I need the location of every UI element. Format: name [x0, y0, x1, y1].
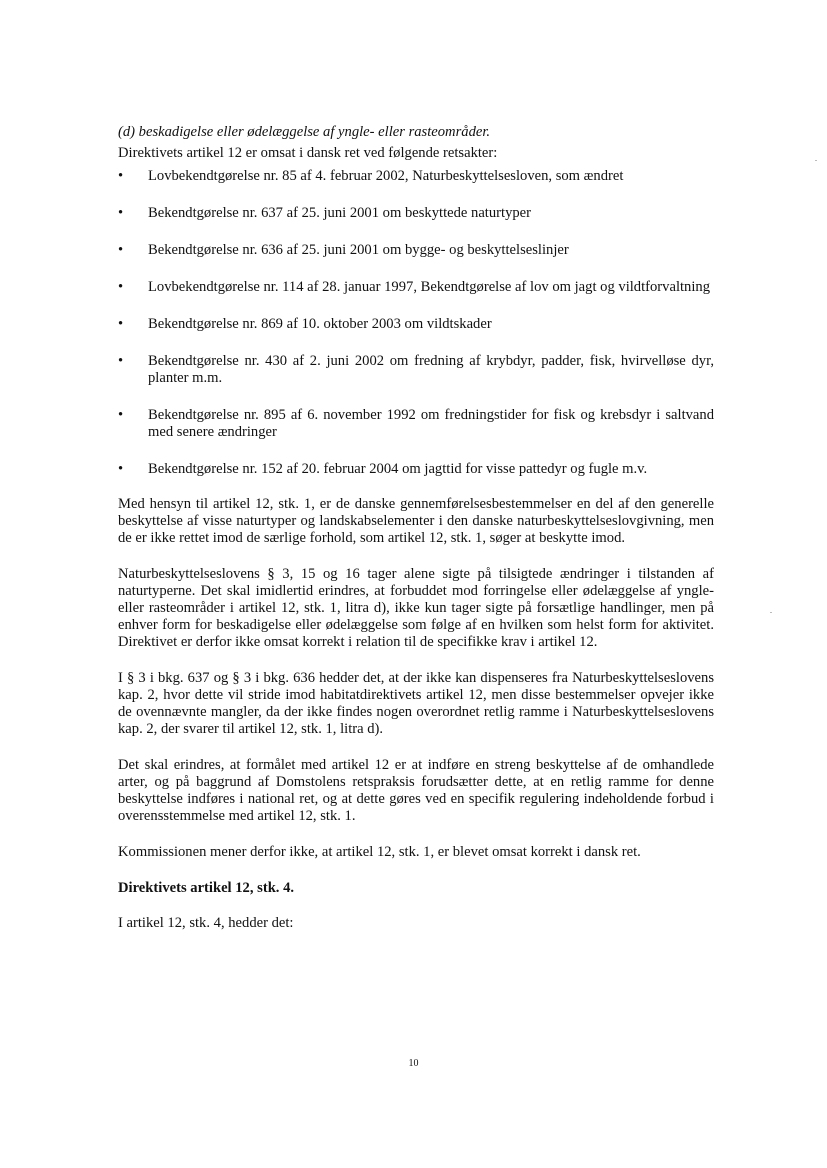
list-item-text: Bekendtgørelse nr. 636 af 25. juni 2001 om bygge- og beskyttelseslinjer	[148, 242, 569, 258]
bullet-icon: •	[118, 242, 124, 258]
legal-acts-list	[118, 168, 714, 478]
scan-speck	[770, 612, 772, 613]
subtitle: (d) beskadigelse eller ødelæggelse af yngle- eller rasteområder.	[118, 124, 491, 140]
list-item-text: Bekendtgørelse nr. 152 af 20. februar 2004 om jagttid for visse pattedyr og fugle m.v.	[148, 461, 648, 477]
scan-speck	[815, 160, 817, 161]
body-paragraph: Naturbeskyttelseslovens § 3, 15 og 16 tager alene sigte på tilsigtede ændringer i tilstanden af naturtyperne. Det skal imidlertid erindres, at forbuddet mod forringelse eller ødelæggelse af yngle- eller rasteområder i artikel 12, stk. 1, litra d), ikke kun tager sigte på forsætlige handlinger, men på enhver form for beskadigelse eller ødelæggelse som følge af en hvilken som helst form for aktivitet. Direktivet er derfor ikke omsat korrekt i relation til de specifikke krav i artikel 12.	[118, 566, 714, 650]
list-item	[118, 316, 714, 333]
list-item-text: Bekendtgørelse nr. 895 af 6. november 1992 om fredningstider for fisk og krebsdyr i saltvand med senere ændringer	[148, 407, 714, 440]
body-paragraph: Med hensyn til artikel 12, stk. 1, er de danske gennemførelsesbestemmelser en del af den generelle beskyttelse af visse naturtyper og landskabselementer i den danske naturbeskyttelseslovgivning, men de er ikke rettet imod de særlige forhold, som artikel 12, stk. 1, søger at beskytte imod.	[118, 496, 714, 546]
page-content	[118, 124, 714, 932]
body-paragraph: I § 3 i bkg. 637 og § 3 i bkg. 636 hedder det, at der ikke kan dispenseres fra Naturbeskyttelseslovens kap. 2, hvor dette vil stride imod habitatdirektivets artikel 12, men disse bestemmelser opvejer ikke de ovennævnte mangler, da der ikke findes nogen overordnet retlig ramme i Naturbeskyttelseslovens kap. 2, der svarer til artikel 12, stk. 1, litra d).	[118, 670, 714, 737]
bullet-icon: •	[118, 407, 124, 423]
list-item-text: Bekendtgørelse nr. 637 af 25. juni 2001 om beskyttede naturtyper	[148, 205, 532, 221]
list-item-text: Bekendtgørelse nr. 869 af 10. oktober 2003 om vildtskader	[148, 316, 492, 332]
page-number: 10	[408, 1058, 419, 1069]
list-item	[118, 205, 714, 222]
bullet-icon: •	[118, 205, 124, 221]
section-intro: I artikel 12, stk. 4, hedder det:	[118, 915, 294, 931]
list-item-text: Lovbekendtgørelse nr. 114 af 28. januar 1997, Bekendtgørelse af lov om jagt og vildtforvaltning	[148, 279, 710, 295]
list-item	[118, 242, 714, 259]
bullet-icon: •	[118, 168, 124, 184]
bullet-icon: •	[118, 461, 124, 477]
list-item-text: Bekendtgørelse nr. 430 af 2. juni 2002 om fredning af krybdyr, padder, fisk, hvirvelløse dyr, planter m.m.	[148, 353, 714, 386]
intro-text: Direktivets artikel 12 er omsat i dansk ret ved følgende retsakter:	[118, 145, 498, 161]
section-heading: Direktivets artikel 12, stk. 4.	[118, 880, 295, 896]
list-item	[118, 168, 714, 185]
list-item-text: Lovbekendtgørelse nr. 85 af 4. februar 2002, Naturbeskyttelsesloven, som ændret	[148, 168, 624, 184]
bullet-icon: •	[118, 316, 124, 332]
list-item	[118, 353, 714, 387]
bullet-icon: •	[118, 279, 124, 295]
body-paragraph: Kommissionen mener derfor ikke, at artikel 12, stk. 1, er blevet omsat korrekt i dansk ret.	[118, 844, 641, 860]
list-item	[118, 279, 714, 296]
body-paragraph: Det skal erindres, at formålet med artikel 12 er at indføre en streng beskyttelse af de omhandlede arter, og på baggrund af Domstolens retspraksis forudsætter dette, at en retlig ramme for denne beskyttelse indføres i national ret, og at dette gøres ved en specifik regulering indeholdende forbud i overensstemmelse med artikel 12, stk. 1.	[118, 757, 714, 824]
bullet-icon: •	[118, 353, 124, 369]
list-item	[118, 407, 714, 441]
list-item	[118, 461, 714, 478]
